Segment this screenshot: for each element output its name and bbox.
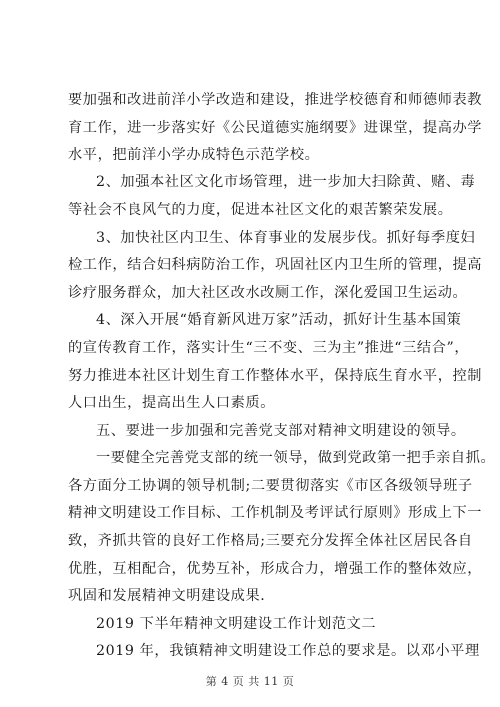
text-line: 2、加强本社区文化市场管理，进一步加大扫除黄、赌、毒 xyxy=(96,174,476,190)
text-line: 诊疗服务群众，加大社区改水改厕工作，深化爱国卫生运动。 xyxy=(68,285,468,301)
text-line: 的宣传教育工作，落实计生“三不变、三为主”推进“三结合”， xyxy=(68,340,470,356)
text-line: 精神文明建设工作目标、工作机制及考评试行原则》形成上下一 xyxy=(68,505,483,521)
text-line: 要加强和改进前洋小学改造和建设，推进学校德育和师德师表教 xyxy=(68,92,483,108)
text-line: 优胜，互相配合，优势互补，形成合力，增强工作的整体效应， xyxy=(68,561,483,577)
text-line: 一要健全完善党支部的统一领导，做到党政第一把手亲自抓。 xyxy=(96,450,496,466)
text-line: 努力推进本社区计划生育工作整体水平，保持底生育水平，控制 xyxy=(68,368,483,384)
text-line: 水平，把前洋小学办成特色示范学校。 xyxy=(68,147,320,163)
text-line: 4、深入开展“婚育新风进万家”活动，抓好计生基本国策 xyxy=(96,312,462,328)
section-heading: 五、要进一步加强和完善党支部对精神文明建设的领导。 xyxy=(96,423,466,439)
page-number: 第 4 页 共 11 页 xyxy=(205,675,295,688)
text-line: 各方面分工协调的领导机制;二要贯彻落实《市区各级领导班子 xyxy=(68,478,473,494)
text-line: 2019 年，我镇精神文明建设工作总的要求是。以邓小平理 xyxy=(96,643,480,659)
text-line: 等社会不良风气的力度，促进本社区文化的艰苦繁荣发展。 xyxy=(68,202,453,218)
text-line: 3、加快社区内卫生、体育事业的发展步伐。抓好每季度妇 xyxy=(96,230,476,246)
document-title: 2019 下半年精神文明建设工作计划范文二 xyxy=(96,616,377,632)
text-line: 巩固和发展精神文明建设成果. xyxy=(68,588,266,604)
text-line: 育工作，进一步落实好《公民道德实施纲要》进课堂，提高办学 xyxy=(68,120,483,136)
text-line: 人口出生，提高出生人口素质。 xyxy=(68,395,276,411)
text-line: 检工作，结合妇科病防治工作，巩固社区内卫生所的管理，提高 xyxy=(68,257,483,273)
text-line: 致，齐抓共管的良好工作格局;三要充分发挥全体社区居民各自 xyxy=(68,533,473,549)
